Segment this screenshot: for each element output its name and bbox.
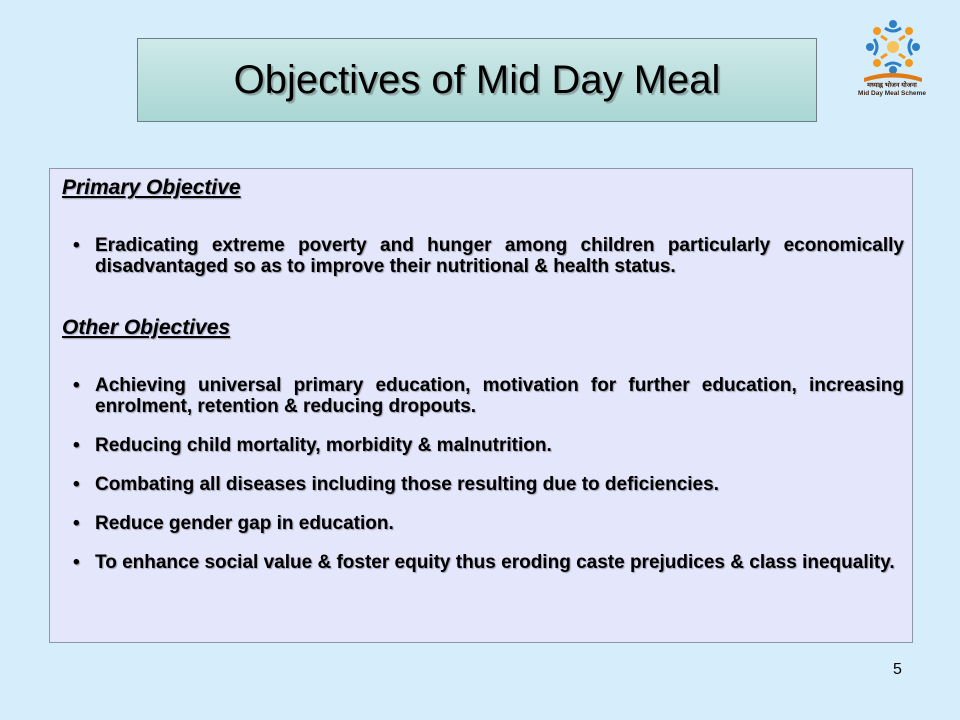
primary-objective-heading: Primary Objective — [62, 176, 241, 199]
page-number: 5 — [893, 661, 902, 678]
list-item: • Reduce gender gap in education. — [62, 513, 904, 534]
list-item: • Achieving universal primary education, motivation for further education, increasing enrolment, retention & reducing dropouts. — [62, 375, 904, 417]
content-box — [49, 168, 913, 643]
other-objectives-list — [62, 375, 904, 573]
list-item: • Eradicating extreme poverty and hunger among children particularly economically disadvantaged so as to improve their nutritional & health status. — [62, 235, 904, 277]
other-objectives-heading: Other Objectives — [62, 316, 231, 339]
logo-caption — [836, 82, 948, 98]
primary-objective-list — [62, 235, 904, 277]
list-item: • Combating all diseases including those resulting due to deficiencies. — [62, 474, 904, 495]
list-item: • To enhance social value & foster equity thus eroding caste prejudices & class inequality. — [62, 552, 904, 573]
list-item: • Reducing child mortality, morbidity & malnutrition. — [62, 435, 904, 456]
slide-title: Objectives of Mid Day Meal — [233, 57, 721, 102]
logo-caption-hindi: मध्याह्न भोजन योजना — [867, 82, 917, 89]
logo-caption-english: Mid Day Meal Scheme — [858, 90, 926, 97]
title-box — [137, 38, 817, 122]
